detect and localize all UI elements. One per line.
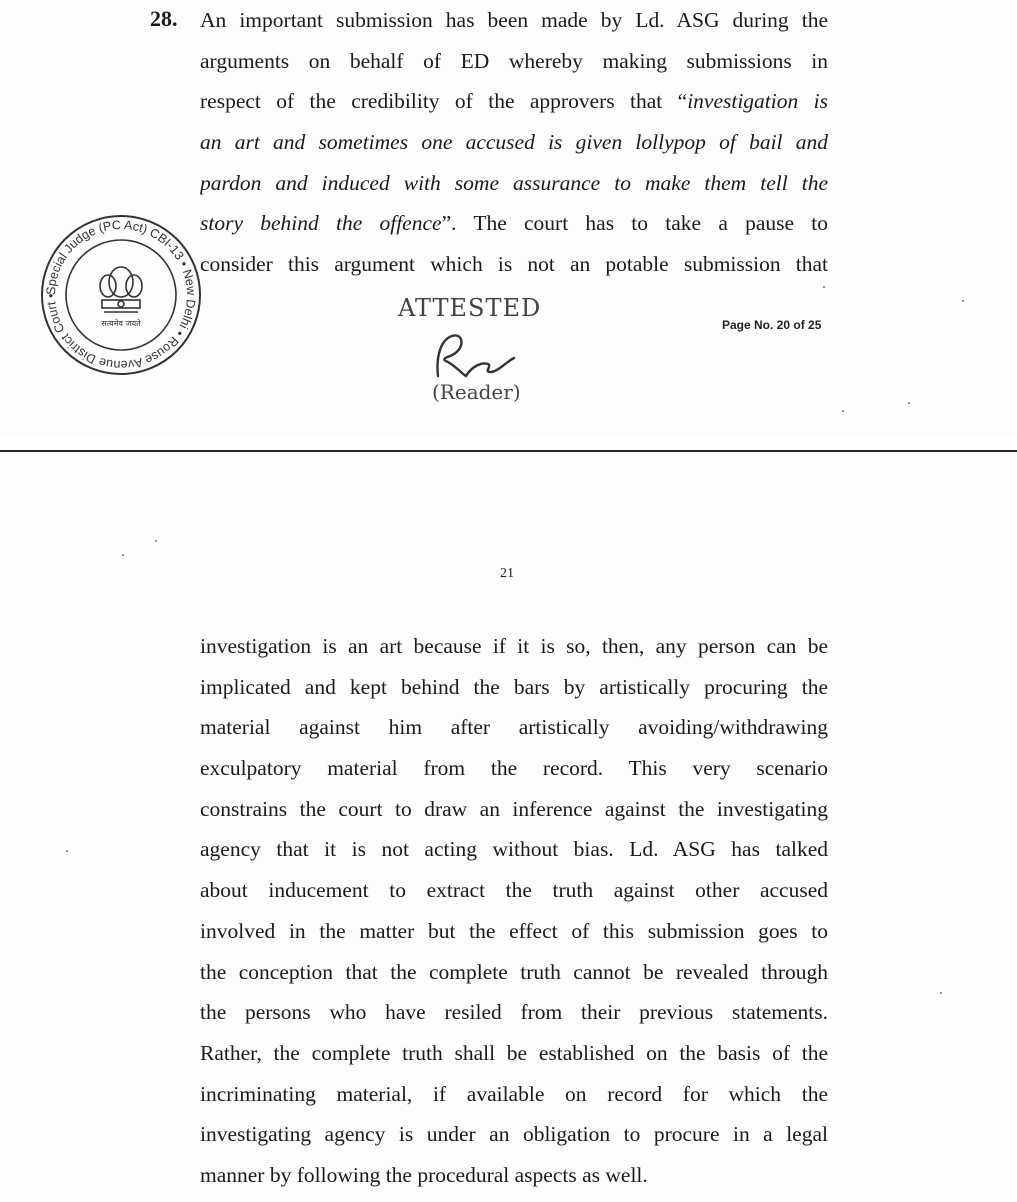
text-line: material against him after artistically avoiding/withdrawing <box>200 715 828 740</box>
quoted-text: an art and sometimes one accused is given lollypop of bail and <box>200 130 828 155</box>
paragraph-number: 28. <box>150 6 178 31</box>
text-line: incriminating material, if available on record for which the <box>200 1081 828 1106</box>
text-line: arguments on behalf of ED whereby making submissions in <box>200 48 828 73</box>
page-separator <box>0 436 1017 450</box>
text-line: An important submission has been made by Ld. ASG during the <box>200 8 828 32</box>
text-line: the persons who have resiled from their previous statements. <box>200 1000 828 1025</box>
text-line <box>200 81 828 122</box>
text-line: about inducement to extract the truth against other accused <box>200 878 828 903</box>
text-line: involved in the matter but the effect of this submission goes to <box>200 918 828 943</box>
text-line: Rather, the complete truth shall be established on the basis of the <box>200 1040 828 1065</box>
scan-speck <box>155 540 157 542</box>
paragraph-28-text <box>200 0 828 285</box>
attested-stamp: ATTESTED <box>398 294 542 322</box>
reader-label: (Reader) <box>432 380 521 404</box>
scan-speck <box>962 300 964 302</box>
scan-speck <box>66 850 68 852</box>
page-21 <box>0 450 1017 1202</box>
handwritten-signature <box>428 328 528 382</box>
text-line: constrains the court to draw an inference against the investigating <box>200 796 828 821</box>
scan-speck <box>940 992 942 994</box>
text-line: investigation is an art because if it is so, then, any person can be <box>200 634 828 658</box>
quoted-text: story behind the offence <box>200 211 442 236</box>
text-line <box>200 203 828 244</box>
text-segment: ”. The court has to take a pause to <box>441 211 828 236</box>
page-20 <box>0 0 1017 438</box>
text-line: the conception that the complete truth cannot be revealed through <box>200 959 828 984</box>
text-line: investigating agency is under an obligation to procure in a legal <box>200 1122 828 1147</box>
court-seal-stamp <box>38 212 204 378</box>
text-line: agency that it is not acting without bias. Ld. ASG has talked <box>200 837 828 862</box>
text-line: consider this argument which is not an potable submission that <box>200 252 828 277</box>
text-line: implicated and kept behind the bars by artistically procuring the <box>200 674 828 699</box>
page-number: 21 <box>500 566 514 581</box>
paragraph-continued-text <box>200 626 828 1196</box>
scan-speck <box>122 554 124 556</box>
scan-speck <box>908 402 910 404</box>
national-emblem-icon <box>100 267 142 312</box>
quoted-text: pardon and induced with some assurance to make them tell the <box>200 170 828 195</box>
quoted-text: investigation is <box>687 89 828 114</box>
text-line <box>200 163 828 204</box>
scan-speck <box>842 410 844 412</box>
page-footer: Page No. 20 of 25 <box>722 318 822 332</box>
text-line: manner by following the procedural aspects as well. <box>200 1162 648 1187</box>
text-segment: respect of the credibility of the approvers that “ <box>200 89 688 114</box>
seal-ring-text: Special Judge (PC Act) CBI-13 • New Delhi • Rouse Avenue District Court • <box>43 217 199 373</box>
text-line <box>200 122 828 163</box>
scan-speck <box>823 286 825 288</box>
text-line: exculpatory material from the record. This very scenario <box>200 756 828 781</box>
emblem-motto: सत्यमेव जयते <box>101 319 141 328</box>
